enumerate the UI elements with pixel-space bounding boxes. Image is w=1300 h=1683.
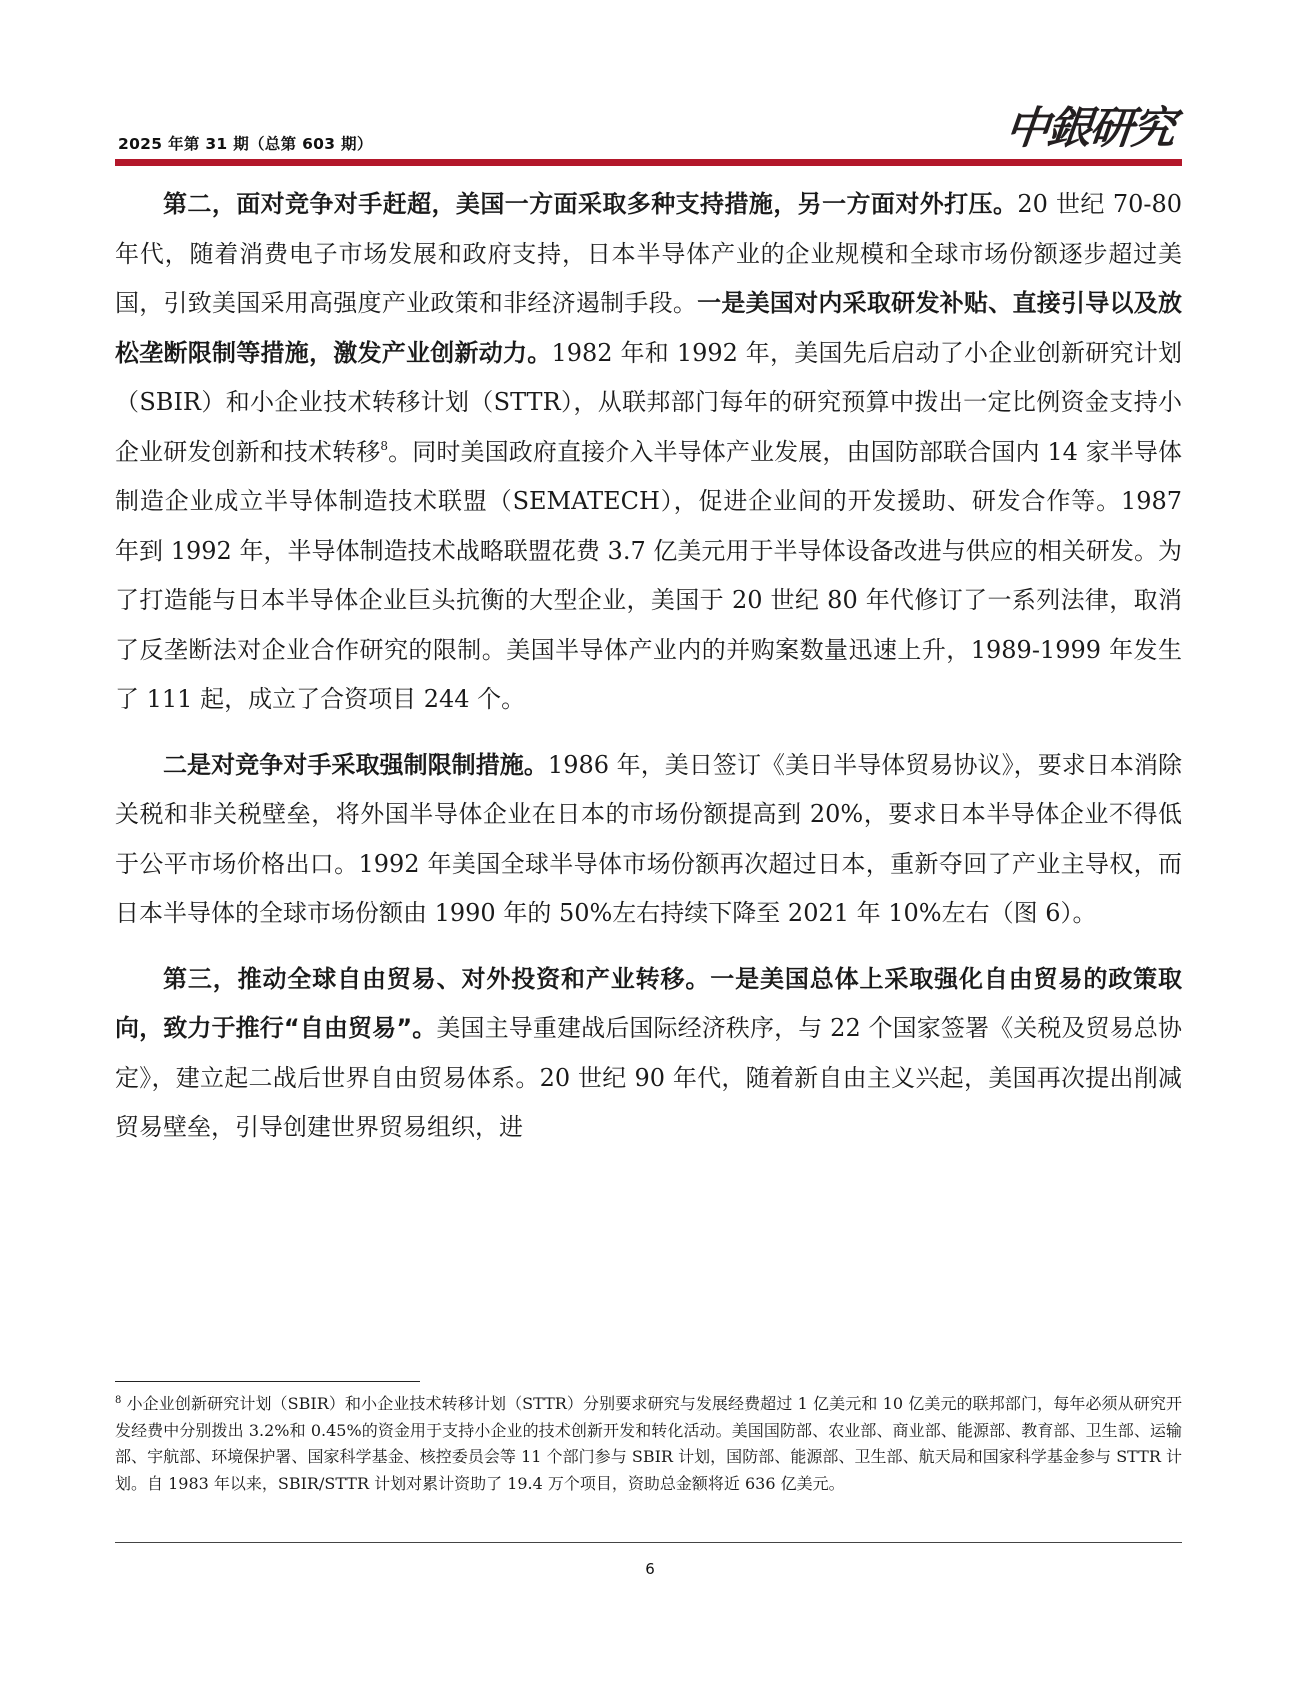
footnote-ref-8[interactable]: 8 xyxy=(380,438,389,453)
p2-text: 1986 年，美日签订《美日半导体贸易协议》，要求日本消除关税和非关税壁垒，将外国半导体企业在日本的市场份额提高到 20%，要求日本半导体企业不得低于公平市场价格出口。1992 年美国全球半导体市场份额再次超过日本，重新夺回了产业主导权，而日本半导体的全球市场份额由 1990 年的 50%左右持续下降至 2021 年 10%左右（图 6）。 xyxy=(115,750,1182,927)
p1-text-2: 1982 年和 1992 年，美国先后启动了小企业创新研究计划（SBIR）和小企业技术转移计划（STTR），从联邦部门每年的研究预算中拨出一定比例资金支持小企业研发创新和技术转移 xyxy=(115,338,1183,466)
paragraph-1 xyxy=(115,180,1182,725)
footnote-number: 8 xyxy=(115,1395,122,1406)
p1-text-3: 。同时美国政府直接介入半导体产业发展，由国防部联合国内 14 家半导体制造企业成立半导体制造技术联盟（SEMATECH），促进企业间的开发援助、研发合作等。1987 年到 1992 年，半导体制造技术战略联盟花费 3.7 亿美元用于半导体设备改进与供应的相关研发。为了打造能与日本半导体企业巨头抗衡的大型企业，美国于 20 世纪 80 年代修订了一系列法律，取消了反垄断法对企业合作研究的限制。美国半导体产业内的并购案数量迅速上升，1989-1999 年发生了 111 起，成立了合资项目 244 个。 xyxy=(115,437,1182,713)
issue-label: 2025 年第 31 期（总第 603 期） xyxy=(118,135,373,153)
paragraph-3 xyxy=(115,955,1182,1153)
boc-research-logo: 中銀研究 xyxy=(1002,103,1177,154)
p3-bold-heading: 第三，推动全球自由贸易、对外投资和产业转移。一是美国总体上采取强化自由贸易的政策取向，致力于推行“自由贸易”。 xyxy=(115,964,1182,1042)
footnote-separator xyxy=(115,1381,420,1382)
main-content xyxy=(115,180,1182,1153)
p1-text-1: 20 世纪 70-80 年代，随着消费电子市场发展和政府支持，日本半导体产业的企业规模和全球市场份额逐步超过美国，引致美国采用高强度产业政策和非经济遏制手段。 xyxy=(115,190,1183,317)
p3-text: 美国主导重建战后国际经济秩序，与 22 个国家签署《关税及贸易总协定》，建立起二战后世界自由贸易体系。20 世纪 90 年代，随着新自由主义兴起，美国再次提出削减贸易壁垒，引导创建世界贸易组织，进 xyxy=(115,1014,1183,1141)
page-number: 6 xyxy=(645,1560,655,1578)
p1-bold-point: 一是美国对内采取研发补贴、直接引导以及放松垄断限制等措施，激发产业创新动力。 xyxy=(115,289,1182,367)
footer-rule xyxy=(115,1542,1182,1543)
footnote-8 xyxy=(115,1391,1182,1497)
p2-bold-point: 二是对竞争对手采取强制限制措施。 xyxy=(163,750,548,779)
header-red-rule xyxy=(115,159,1182,166)
p1-bold-heading: 第二，面对竞争对手赶超，美国一方面采取多种支持措施，另一方面对外打压。 xyxy=(163,190,1018,218)
paragraph-2 xyxy=(115,741,1182,939)
footnote-text: 小企业创新研究计划（SBIR）和小企业技术转移计划（STTR）分别要求研究与发展经费超过 1 亿美元和 10 亿美元的联邦部门，每年必须从研究开发经费中分别拨出 3.2%和 0.45%的资金用于支持小企业的技术创新开发和转化活动。美国国防部、农业部、商业部、能源部、教育部、卫生部、运输部、宇航部、环境保护署、国家科学基金、核控委员会等 11 个部门参与 SBIR 计划，国防部、能源部、卫生部、航天局和国家科学基金参与 STTR 计划。自 1983 年以来，SBIR/STTR 计划对累计资助了 19.4 万个项目，资助总金额将近 636 亿美元。 xyxy=(115,1394,1182,1493)
page-header xyxy=(115,88,1182,168)
